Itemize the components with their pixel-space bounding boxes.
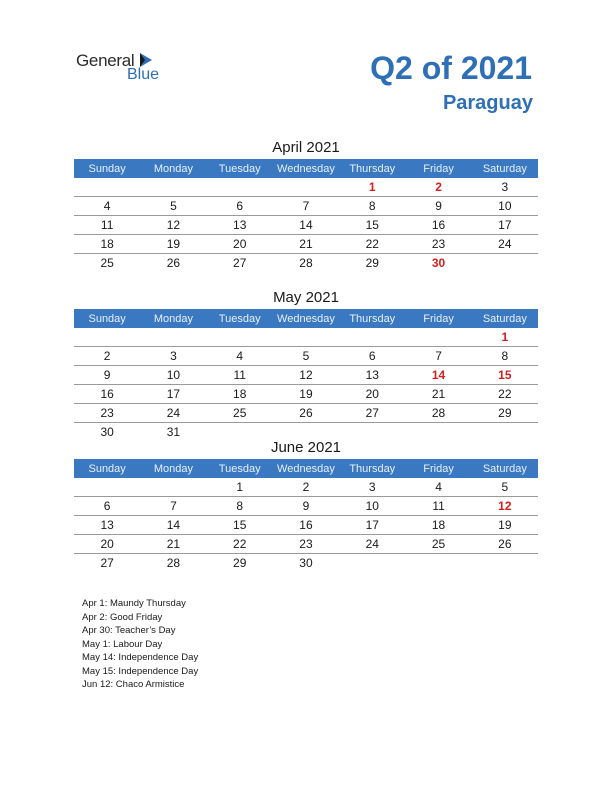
day-cell: 14 <box>140 516 206 535</box>
empty-day-cell <box>74 178 140 197</box>
weekday-header: Monday <box>140 459 206 478</box>
day-cell: 11 <box>405 497 471 516</box>
weekday-header: Thursday <box>339 459 405 478</box>
month-calendar-grid <box>74 159 538 272</box>
empty-day-cell <box>339 328 405 347</box>
weekday-header: Wednesday <box>273 309 339 328</box>
empty-day-cell <box>140 328 206 347</box>
week-row <box>74 516 538 535</box>
weekday-header: Sunday <box>74 309 140 328</box>
day-cell: 21 <box>405 385 471 404</box>
brand-blue-text: Blue <box>127 66 160 83</box>
day-cell: 7 <box>140 497 206 516</box>
day-cell: 31 <box>166 425 181 439</box>
day-cell: 3 <box>472 178 538 197</box>
day-cell: 1 <box>339 178 405 197</box>
day-cell: 6 <box>207 197 273 216</box>
week-row <box>74 404 538 423</box>
month-title: May 2021 <box>273 289 339 306</box>
day-cell: 8 <box>207 497 273 516</box>
day-cell: 19 <box>472 516 538 535</box>
brand-general-text: General <box>76 51 135 70</box>
weekday-header: Monday <box>140 159 206 178</box>
weekday-header: Tuesday <box>207 309 273 328</box>
country-name: Paraguay <box>442 92 533 114</box>
day-cell: 25 <box>207 404 273 423</box>
empty-day-cell <box>140 178 206 197</box>
day-cell: 27 <box>233 256 247 270</box>
weekday-header: Saturday <box>472 159 538 178</box>
day-cell: 7 <box>273 197 339 216</box>
day-cell: 11 <box>207 366 273 385</box>
empty-day-cell <box>273 328 339 347</box>
day-cell: 29 <box>472 404 538 423</box>
day-cell: 15 <box>207 516 273 535</box>
day-cell: 4 <box>74 197 140 216</box>
day-cell: 22 <box>207 535 273 554</box>
week-row <box>74 554 538 573</box>
day-cell: 16 <box>405 216 471 235</box>
day-cell: 4 <box>405 478 471 497</box>
day-cell: 24 <box>339 535 405 554</box>
day-cell: 10 <box>472 197 538 216</box>
day-cell: 21 <box>273 235 339 254</box>
day-cell: 14 <box>273 216 339 235</box>
day-cell: 9 <box>273 497 339 516</box>
day-cell: 10 <box>339 497 405 516</box>
weekday-header: Thursday <box>339 159 405 178</box>
day-cell: 23 <box>405 235 471 254</box>
day-cell: 2 <box>74 347 140 366</box>
day-cell: 2 <box>273 478 339 497</box>
month-april <box>74 137 538 272</box>
empty-day-cell <box>339 554 405 573</box>
holiday-note: Apr 1: Maundy Thursday <box>82 598 186 609</box>
day-cell: 1 <box>207 478 273 497</box>
holiday-note: May 15: Independence Day <box>82 665 199 677</box>
day-cell: 11 <box>74 216 140 235</box>
holiday-note: May 1: Labour Day <box>82 638 163 650</box>
weekday-header: Monday <box>140 309 206 328</box>
week-row <box>74 328 538 347</box>
day-cell: 18 <box>74 235 140 254</box>
day-cell: 21 <box>140 535 206 554</box>
weekday-header: Saturday <box>472 309 538 328</box>
day-cell: 18 <box>405 516 471 535</box>
day-cell: 26 <box>166 256 181 270</box>
week-row <box>74 366 538 385</box>
month-calendar-grid <box>74 459 538 572</box>
day-cell: 12 <box>472 497 538 516</box>
day-cell: 28 <box>166 556 181 570</box>
holiday-note: May 14: Independence Day <box>82 652 199 663</box>
week-row <box>74 385 538 404</box>
day-cell: 17 <box>339 516 405 535</box>
empty-day-cell <box>207 328 273 347</box>
day-cell: 23 <box>273 535 339 554</box>
day-cell: 5 <box>140 197 206 216</box>
month-calendar-grid <box>74 309 538 441</box>
day-cell: 19 <box>273 385 339 404</box>
day-cell: 30 <box>299 556 313 570</box>
empty-day-cell <box>273 178 339 197</box>
empty-day-cell <box>74 328 140 347</box>
day-cell: 6 <box>339 347 405 366</box>
week-row <box>74 197 538 216</box>
day-cell: 24 <box>472 235 538 254</box>
day-cell: 19 <box>140 235 206 254</box>
day-cell: 4 <box>207 347 273 366</box>
weekday-header: Friday <box>405 159 471 178</box>
day-cell: 10 <box>140 366 206 385</box>
month-title: June 2021 <box>270 439 342 456</box>
empty-day-cell <box>207 178 273 197</box>
day-cell: 27 <box>100 556 114 570</box>
week-row <box>74 478 538 497</box>
day-cell: 12 <box>140 216 206 235</box>
holiday-note: Apr 30: Teacher’s Day <box>82 625 176 636</box>
weekday-header: Thursday <box>339 309 405 328</box>
day-cell: 2 <box>405 178 471 197</box>
day-cell: 17 <box>472 216 538 235</box>
day-cell: 8 <box>472 347 538 366</box>
day-cell: 3 <box>339 478 405 497</box>
week-row <box>74 347 538 366</box>
month-june <box>74 437 538 572</box>
day-cell: 20 <box>339 385 405 404</box>
day-cell: 5 <box>472 478 538 497</box>
day-cell: 16 <box>273 516 339 535</box>
weekday-header: Tuesday <box>207 459 273 478</box>
day-cell: 15 <box>339 216 405 235</box>
day-cell: 7 <box>405 347 471 366</box>
day-cell: 29 <box>365 256 379 270</box>
weekday-header: Friday <box>405 309 471 328</box>
week-row <box>74 216 538 235</box>
day-cell: 20 <box>74 535 140 554</box>
day-cell: 25 <box>405 535 471 554</box>
holiday-note: Jun 12: Chaco Armistice <box>82 679 185 690</box>
brand-logo <box>76 51 160 83</box>
empty-day-cell <box>74 478 140 497</box>
day-cell: 12 <box>273 366 339 385</box>
day-cell: 25 <box>100 256 114 270</box>
weekday-header: Saturday <box>472 459 538 478</box>
page-title: Q2 of 2021 <box>370 50 532 86</box>
week-row <box>74 254 538 273</box>
day-cell: 9 <box>74 366 140 385</box>
day-cell: 18 <box>207 385 273 404</box>
day-cell: 15 <box>472 366 538 385</box>
week-row <box>74 535 538 554</box>
day-cell: 26 <box>472 535 538 554</box>
day-cell: 30 <box>431 256 446 270</box>
weekday-header: Tuesday <box>207 159 273 178</box>
day-cell: 13 <box>207 216 273 235</box>
empty-day-cell <box>472 254 538 273</box>
holiday-notes-list <box>82 597 198 692</box>
week-row <box>74 497 538 516</box>
day-cell: 14 <box>405 366 471 385</box>
logo-flag-icon <box>140 53 152 67</box>
day-cell: 16 <box>74 385 140 404</box>
day-cell: 22 <box>339 235 405 254</box>
holiday-note: Apr 2: Good Friday <box>82 611 163 623</box>
day-cell: 13 <box>74 516 140 535</box>
day-cell: 1 <box>472 328 538 347</box>
day-cell: 8 <box>339 197 405 216</box>
week-row <box>74 178 538 197</box>
day-cell: 22 <box>472 385 538 404</box>
weekday-header-row <box>74 459 538 478</box>
weekday-header: Sunday <box>74 459 140 478</box>
weekday-header-row <box>74 309 538 328</box>
day-cell: 9 <box>405 197 471 216</box>
day-cell: 24 <box>140 404 206 423</box>
day-cell: 20 <box>207 235 273 254</box>
empty-day-cell <box>140 478 206 497</box>
weekday-header: Wednesday <box>273 159 339 178</box>
month-may <box>74 287 538 441</box>
day-cell: 23 <box>74 404 140 423</box>
weekday-header: Friday <box>405 459 471 478</box>
day-cell: 28 <box>405 404 471 423</box>
empty-day-cell <box>472 554 538 573</box>
week-row <box>74 235 538 254</box>
day-cell: 30 <box>100 425 114 439</box>
day-cell: 17 <box>140 385 206 404</box>
day-cell: 13 <box>339 366 405 385</box>
empty-day-cell <box>405 554 471 573</box>
day-cell: 27 <box>339 404 405 423</box>
day-cell: 29 <box>233 556 247 570</box>
day-cell: 6 <box>74 497 140 516</box>
month-title: April 2021 <box>272 139 340 156</box>
day-cell: 28 <box>299 256 313 270</box>
empty-day-cell <box>405 328 471 347</box>
weekday-header: Wednesday <box>273 459 339 478</box>
day-cell: 26 <box>273 404 339 423</box>
weekday-header: Sunday <box>74 159 140 178</box>
day-cell: 3 <box>140 347 206 366</box>
day-cell: 5 <box>273 347 339 366</box>
weekday-header-row <box>74 159 538 178</box>
